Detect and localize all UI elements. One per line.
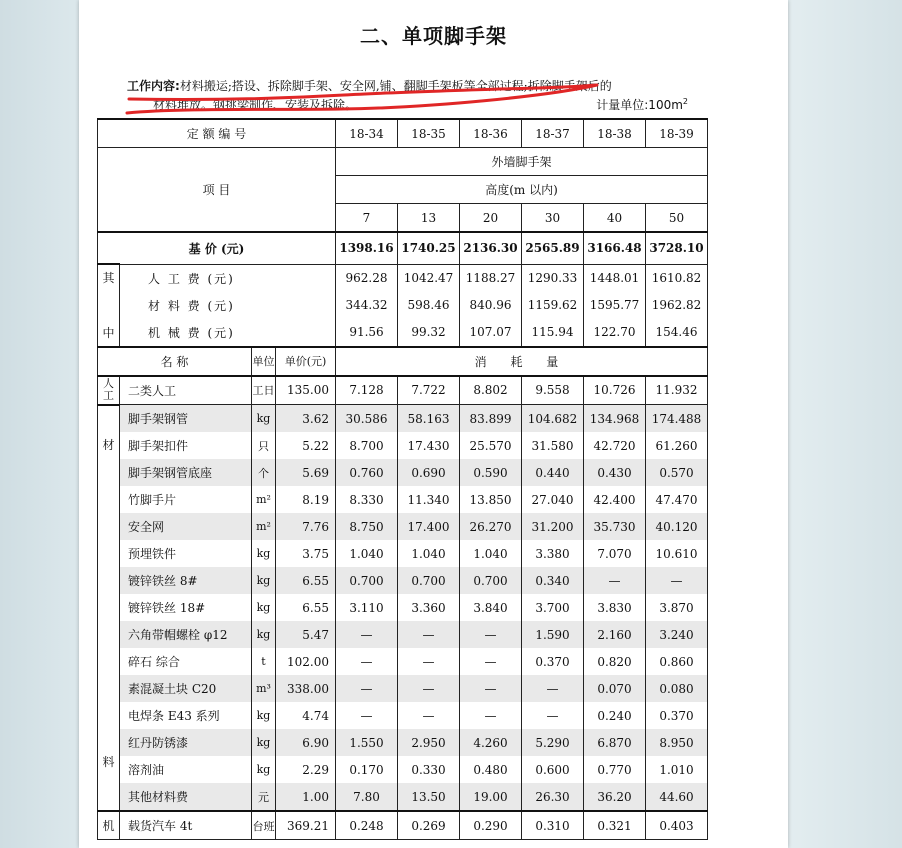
- labor-side-1: 人: [103, 377, 114, 390]
- material-name-cell: 安全网: [120, 513, 252, 540]
- code-cell: 18-37: [522, 119, 584, 148]
- material-value-cell: 2.160: [584, 621, 646, 648]
- material-price-cell: 6.55: [276, 594, 336, 621]
- material-value-cell: 4.260: [460, 729, 522, 756]
- code-cell: 18-36: [460, 119, 522, 148]
- material-value-cell: 40.120: [646, 513, 708, 540]
- material-unit-cell: m²: [252, 513, 276, 540]
- item-label-cell: 项 目: [98, 148, 336, 233]
- cost-name-cell: 机 械 费 (元): [120, 319, 336, 347]
- material-unit-cell: kg: [252, 756, 276, 783]
- machine-value-cell: 0.403: [646, 811, 708, 840]
- material-value-cell: 2.950: [398, 729, 460, 756]
- material-value-cell: 0.370: [646, 702, 708, 729]
- labor-value-cell: 9.558: [522, 376, 584, 405]
- material-unit-cell: 只: [252, 432, 276, 459]
- material-value-cell: 3.240: [646, 621, 708, 648]
- base-price-label: 基 价 (元): [98, 232, 336, 264]
- material-value-cell: 83.899: [460, 405, 522, 433]
- material-value-cell: 0.340: [522, 567, 584, 594]
- material-value-cell: 0.700: [336, 567, 398, 594]
- machine-price-cell: 369.21: [276, 811, 336, 840]
- code-cell: 18-38: [584, 119, 646, 148]
- material-value-cell: 47.470: [646, 486, 708, 513]
- material-unit-cell: kg: [252, 540, 276, 567]
- height-label-cell: 高度(m 以内): [336, 176, 708, 204]
- material-value-cell: 0.070: [584, 675, 646, 702]
- material-value-cell: 58.163: [398, 405, 460, 433]
- material-value-cell: —: [336, 702, 398, 729]
- material-value-cell: 3.870: [646, 594, 708, 621]
- machine-name-cell: 载货汽车 4t: [120, 811, 252, 840]
- height-cell: 50: [646, 204, 708, 233]
- material-value-cell: 0.700: [460, 567, 522, 594]
- work-content-line1: 材料搬运;搭设、拆除脚手架、安全网,铺、翻脚手架板等全部过程;拆除脚手架后的: [179, 79, 612, 93]
- material-value-cell: 61.260: [646, 432, 708, 459]
- material-unit-cell: m³: [252, 675, 276, 702]
- material-side-2: 料: [102, 754, 115, 769]
- material-value-cell: —: [398, 675, 460, 702]
- material-value-cell: —: [336, 675, 398, 702]
- material-name-cell: 电焊条 E43 系列: [120, 702, 252, 729]
- base-price-cell: 2565.89: [522, 232, 584, 264]
- material-name-cell: 脚手架钢管底座: [120, 459, 252, 486]
- material-unit-cell: kg: [252, 594, 276, 621]
- material-value-cell: 0.330: [398, 756, 460, 783]
- material-value-cell: —: [646, 567, 708, 594]
- material-value-cell: 8.330: [336, 486, 398, 513]
- work-content-label: 工作内容:: [127, 79, 180, 93]
- material-value-cell: 0.440: [522, 459, 584, 486]
- height-cell: 30: [522, 204, 584, 233]
- height-cell: 13: [398, 204, 460, 233]
- labor-side-2: 工: [103, 389, 114, 402]
- price-header-cell: 单价(元): [276, 347, 336, 376]
- material-value-cell: —: [398, 648, 460, 675]
- material-name-cell: 六角带帽螺栓 φ12: [120, 621, 252, 648]
- measure-unit-sup: 2: [682, 97, 688, 106]
- material-value-cell: 0.240: [584, 702, 646, 729]
- material-value-cell: 36.20: [584, 783, 646, 811]
- cost-side-label: 中: [98, 319, 120, 347]
- height-cell: 40: [584, 204, 646, 233]
- material-value-cell: 11.340: [398, 486, 460, 513]
- material-value-cell: 31.580: [522, 432, 584, 459]
- cost-value-cell: 154.46: [646, 319, 708, 347]
- measure-unit: [596, 96, 688, 113]
- material-value-cell: —: [522, 675, 584, 702]
- material-value-cell: 0.370: [522, 648, 584, 675]
- cost-value-cell: 840.96: [460, 292, 522, 319]
- material-value-cell: 26.30: [522, 783, 584, 811]
- material-value-cell: 1.040: [336, 540, 398, 567]
- base-price-cell: 2136.30: [460, 232, 522, 264]
- labor-value-cell: 10.726: [584, 376, 646, 405]
- cost-value-cell: 1290.33: [522, 264, 584, 292]
- material-value-cell: 17.400: [398, 513, 460, 540]
- cost-value-cell: 1962.82: [646, 292, 708, 319]
- material-value-cell: —: [460, 675, 522, 702]
- viewer-left-background: [0, 0, 79, 848]
- material-side-label: [98, 405, 120, 812]
- cost-value-cell: 91.56: [336, 319, 398, 347]
- category-cell: 外墙脚手架: [336, 148, 708, 176]
- material-value-cell: 8.700: [336, 432, 398, 459]
- code-label-cell: 定 额 编 号: [98, 119, 336, 148]
- material-price-cell: 102.00: [276, 648, 336, 675]
- material-value-cell: 30.586: [336, 405, 398, 433]
- material-price-cell: 4.74: [276, 702, 336, 729]
- material-price-cell: 7.76: [276, 513, 336, 540]
- cost-value-cell: 344.32: [336, 292, 398, 319]
- material-unit-cell: kg: [252, 621, 276, 648]
- material-price-cell: 8.19: [276, 486, 336, 513]
- material-value-cell: 0.600: [522, 756, 584, 783]
- material-price-cell: 2.29: [276, 756, 336, 783]
- cost-value-cell: 1188.27: [460, 264, 522, 292]
- material-price-cell: 6.55: [276, 567, 336, 594]
- material-price-cell: 5.69: [276, 459, 336, 486]
- material-value-cell: —: [584, 567, 646, 594]
- cost-value-cell: 962.28: [336, 264, 398, 292]
- material-value-cell: —: [460, 621, 522, 648]
- work-content: [127, 77, 667, 115]
- material-value-cell: 13.850: [460, 486, 522, 513]
- material-value-cell: 8.950: [646, 729, 708, 756]
- material-value-cell: 3.380: [522, 540, 584, 567]
- material-value-cell: 174.488: [646, 405, 708, 433]
- machine-side-label: 机: [98, 811, 120, 840]
- cost-side-label: 其: [98, 264, 120, 319]
- material-value-cell: 44.60: [646, 783, 708, 811]
- material-value-cell: 31.200: [522, 513, 584, 540]
- cost-value-cell: 107.07: [460, 319, 522, 347]
- material-unit-cell: t: [252, 648, 276, 675]
- material-name-cell: 其他材料费: [120, 783, 252, 811]
- material-value-cell: —: [522, 702, 584, 729]
- material-value-cell: —: [336, 621, 398, 648]
- material-name-cell: 预埋铁件: [120, 540, 252, 567]
- material-side-1: 材: [102, 437, 115, 452]
- machine-value-cell: 0.269: [398, 811, 460, 840]
- base-price-cell: 3166.48: [584, 232, 646, 264]
- material-value-cell: 1.040: [460, 540, 522, 567]
- material-value-cell: 3.700: [522, 594, 584, 621]
- cost-name-cell: 人 工 费 (元): [120, 264, 336, 292]
- material-value-cell: 25.570: [460, 432, 522, 459]
- code-cell: 18-34: [336, 119, 398, 148]
- material-value-cell: 3.840: [460, 594, 522, 621]
- material-value-cell: 3.110: [336, 594, 398, 621]
- material-value-cell: 6.870: [584, 729, 646, 756]
- machine-value-cell: 0.310: [522, 811, 584, 840]
- material-value-cell: —: [398, 621, 460, 648]
- material-price-cell: 1.00: [276, 783, 336, 811]
- material-name-cell: 碎石 综合: [120, 648, 252, 675]
- material-value-cell: 0.430: [584, 459, 646, 486]
- viewer-right-background: [788, 0, 902, 848]
- height-cell: 7: [336, 204, 398, 233]
- cost-name-cell: 材 料 费 (元): [120, 292, 336, 319]
- material-value-cell: 3.830: [584, 594, 646, 621]
- material-value-cell: 0.860: [646, 648, 708, 675]
- cost-value-cell: 1595.77: [584, 292, 646, 319]
- labor-value-cell: 11.932: [646, 376, 708, 405]
- work-content-line2: 材料堆放。钢挑梁制作、安装及拆除。: [153, 98, 358, 112]
- quota-table: [97, 118, 708, 840]
- code-cell: 18-39: [646, 119, 708, 148]
- material-price-cell: 3.62: [276, 405, 336, 433]
- material-value-cell: 35.730: [584, 513, 646, 540]
- material-price-cell: 3.75: [276, 540, 336, 567]
- material-value-cell: 1.040: [398, 540, 460, 567]
- material-value-cell: 26.270: [460, 513, 522, 540]
- material-value-cell: 0.480: [460, 756, 522, 783]
- material-price-cell: 6.90: [276, 729, 336, 756]
- material-unit-cell: 个: [252, 459, 276, 486]
- material-value-cell: 42.400: [584, 486, 646, 513]
- material-name-cell: 红丹防锈漆: [120, 729, 252, 756]
- material-value-cell: 1.550: [336, 729, 398, 756]
- material-value-cell: 0.700: [398, 567, 460, 594]
- height-cell: 20: [460, 204, 522, 233]
- material-value-cell: 3.360: [398, 594, 460, 621]
- cost-value-cell: 1159.62: [522, 292, 584, 319]
- material-value-cell: —: [398, 702, 460, 729]
- material-value-cell: —: [460, 648, 522, 675]
- cost-value-cell: 1042.47: [398, 264, 460, 292]
- material-name-cell: 脚手架扣件: [120, 432, 252, 459]
- material-value-cell: 0.770: [584, 756, 646, 783]
- base-price-cell: 1398.16: [336, 232, 398, 264]
- labor-name-cell: 二类人工: [120, 376, 252, 405]
- material-name-cell: 溶剂油: [120, 756, 252, 783]
- code-cell: 18-35: [398, 119, 460, 148]
- material-name-cell: 脚手架钢管: [120, 405, 252, 433]
- cost-value-cell: 115.94: [522, 319, 584, 347]
- material-unit-cell: kg: [252, 729, 276, 756]
- labor-side-label: [98, 376, 120, 405]
- amount-header-cell: 消 耗 量: [336, 347, 708, 376]
- material-name-cell: 镀锌铁丝 18#: [120, 594, 252, 621]
- base-price-cell: 1740.25: [398, 232, 460, 264]
- machine-unit-cell: 台班: [252, 811, 276, 840]
- material-name-cell: 镀锌铁丝 8#: [120, 567, 252, 594]
- cost-value-cell: 598.46: [398, 292, 460, 319]
- labor-price-cell: 135.00: [276, 376, 336, 405]
- material-price-cell: 5.47: [276, 621, 336, 648]
- material-value-cell: 104.682: [522, 405, 584, 433]
- material-value-cell: 13.50: [398, 783, 460, 811]
- material-unit-cell: kg: [252, 405, 276, 433]
- material-value-cell: —: [460, 702, 522, 729]
- material-value-cell: 27.040: [522, 486, 584, 513]
- material-value-cell: —: [336, 648, 398, 675]
- page-title: 二、单项脚手架: [360, 24, 507, 48]
- base-price-cell: 3728.10: [646, 232, 708, 264]
- material-value-cell: 0.760: [336, 459, 398, 486]
- material-value-cell: 0.820: [584, 648, 646, 675]
- material-value-cell: 7.070: [584, 540, 646, 567]
- labor-value-cell: 7.128: [336, 376, 398, 405]
- material-name-cell: 素混凝土块 C20: [120, 675, 252, 702]
- material-unit-cell: kg: [252, 567, 276, 594]
- labor-value-cell: 7.722: [398, 376, 460, 405]
- material-unit-cell: m²: [252, 486, 276, 513]
- material-price-cell: 338.00: [276, 675, 336, 702]
- unit-header-cell: 单位: [252, 347, 276, 376]
- material-value-cell: 17.430: [398, 432, 460, 459]
- labor-unit-cell: 工日: [252, 376, 276, 405]
- material-unit-cell: kg: [252, 702, 276, 729]
- material-value-cell: 0.570: [646, 459, 708, 486]
- material-unit-cell: 元: [252, 783, 276, 811]
- material-value-cell: 8.750: [336, 513, 398, 540]
- machine-value-cell: 0.248: [336, 811, 398, 840]
- cost-value-cell: 99.32: [398, 319, 460, 347]
- material-value-cell: 42.720: [584, 432, 646, 459]
- cost-value-cell: 1610.82: [646, 264, 708, 292]
- material-value-cell: 7.80: [336, 783, 398, 811]
- material-value-cell: 134.968: [584, 405, 646, 433]
- cost-value-cell: 122.70: [584, 319, 646, 347]
- material-value-cell: 0.590: [460, 459, 522, 486]
- material-value-cell: 19.00: [460, 783, 522, 811]
- material-value-cell: 0.690: [398, 459, 460, 486]
- measure-unit-label: 计量单位:100m: [596, 98, 683, 112]
- material-value-cell: 0.170: [336, 756, 398, 783]
- cost-value-cell: 1448.01: [584, 264, 646, 292]
- material-value-cell: 0.080: [646, 675, 708, 702]
- machine-value-cell: 0.290: [460, 811, 522, 840]
- material-price-cell: 5.22: [276, 432, 336, 459]
- labor-value-cell: 8.802: [460, 376, 522, 405]
- document-page: [79, 0, 788, 848]
- name-header-cell: 名 称: [98, 347, 252, 376]
- material-name-cell: 竹脚手片: [120, 486, 252, 513]
- material-value-cell: 1.010: [646, 756, 708, 783]
- material-value-cell: 10.610: [646, 540, 708, 567]
- material-value-cell: 1.590: [522, 621, 584, 648]
- machine-value-cell: 0.321: [584, 811, 646, 840]
- material-value-cell: 5.290: [522, 729, 584, 756]
